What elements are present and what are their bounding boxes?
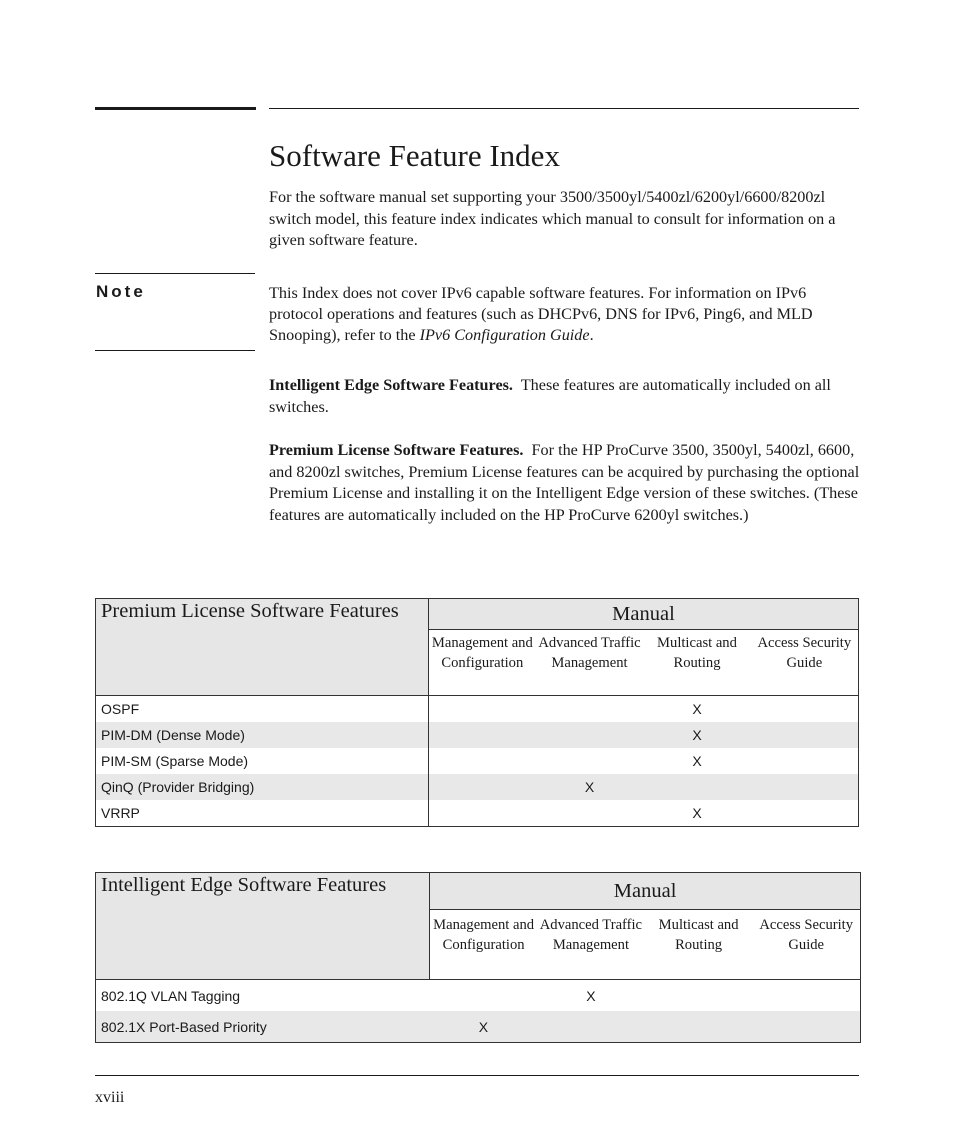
note-rule-top (95, 273, 255, 274)
manual-mark: X (643, 800, 750, 827)
edge-col-access-security: Access Security Guide (752, 910, 860, 980)
feature-name: PIM-DM (Dense Mode) (96, 722, 429, 748)
feature-name: 802.1Q VLAN Tagging (96, 980, 430, 1012)
edge-col-mgmt-config: Management and Configuration (430, 910, 537, 980)
feature-name: VRRP (96, 800, 429, 827)
intelligent-edge-feature-table (95, 872, 861, 1043)
header-rule-right (269, 108, 859, 109)
table-row (96, 1011, 861, 1043)
intelligent-edge-paragraph (269, 375, 861, 418)
manual-mark (428, 722, 535, 748)
manual-mark: X (643, 722, 750, 748)
manual-mark (536, 696, 644, 723)
note-text (269, 283, 861, 346)
note-text-after: . (589, 326, 594, 344)
premium-paragraph (269, 440, 861, 526)
manual-mark (536, 748, 644, 774)
feature-name: QinQ (Provider Bridging) (96, 774, 429, 800)
table-row (96, 722, 859, 748)
page-number: xviii (95, 1089, 125, 1106)
manual-mark: X (586, 987, 596, 1004)
premium-col-adv-traffic: Advanced Traffic Management (536, 630, 644, 696)
manual-mark (751, 774, 859, 800)
feature-name: OSPF (96, 696, 429, 723)
table-row (96, 774, 859, 800)
premium-feature-header: Premium License Software Features (96, 599, 429, 696)
manual-mark (428, 748, 535, 774)
premium-manual-header: Manual (428, 599, 858, 630)
manual-mark (428, 774, 535, 800)
edge-col-adv-traffic: Advanced Traffic Management (537, 910, 645, 980)
ipv6-guide-title: IPv6 Configuration Guide (419, 326, 590, 344)
note-text-before: This Index does not cover IPv6 capable software features. For information on IPv6 protocol operations and features (such as DHCPv6, DNS for IPv6, Ping6, and MLD Snooping), refer to the (269, 284, 813, 344)
premium-col-multicast-routing: Multicast and Routing (643, 630, 750, 696)
manual-mark: X (692, 753, 702, 769)
manual-mark (645, 1011, 753, 1043)
manual-mark (751, 722, 859, 748)
edge-manual-header: Manual (430, 873, 861, 910)
manual-mark (751, 800, 859, 827)
edge-col-multicast-routing: Multicast and Routing (645, 910, 753, 980)
footer-rule (95, 1075, 859, 1076)
table-row (96, 980, 861, 1012)
manual-mark: X (536, 774, 644, 800)
manual-mark (643, 774, 750, 800)
manual-mark (751, 696, 859, 723)
manual-mark (428, 696, 535, 723)
manual-mark (430, 980, 537, 1012)
manual-mark (645, 980, 753, 1012)
table-row (96, 800, 859, 827)
feature-name: 802.1X Port-Based Priority (96, 1011, 430, 1043)
intro-paragraph: For the software manual set supporting your 3500/3500yl/5400zl/6200yl/6600/8200zl switch model, this feature index indicates which manual to consult for information on a given software feature. (269, 188, 836, 249)
page-title: Software Feature Index (269, 138, 560, 173)
premium-col-mgmt-config: Management and Configuration (428, 630, 535, 696)
premium-runin: Premium License Software Features. (269, 441, 524, 459)
manual-mark: X (692, 701, 702, 717)
note-label: Note (96, 282, 146, 301)
premium-feature-table (95, 598, 859, 827)
edge-feature-header: Intelligent Edge Software Features (96, 873, 430, 980)
note-rule-bottom (95, 350, 255, 351)
premium-text: For the HP ProCurve 3500, 3500yl, 5400zl, 6600, and 8200zl switches, Premium License features can be acquired by purchasing the optional Premium License and installing it on the Intelligent Edge version of these switches. (These features are automatically included on the HP ProCurve 6200yl switches.) (269, 441, 860, 524)
feature-name: PIM-SM (Sparse Mode) (96, 748, 429, 774)
manual-mark (751, 748, 859, 774)
manual-mark (752, 980, 860, 1012)
premium-col-access-security: Access Security Guide (751, 630, 859, 696)
manual-mark (752, 1011, 860, 1043)
table-row (96, 748, 859, 774)
manual-mark (536, 800, 644, 827)
manual-mark (536, 722, 644, 748)
intelligent-edge-runin: Intelligent Edge Software Features. (269, 376, 513, 394)
manual-mark: X (430, 1011, 537, 1043)
manual-mark (428, 800, 535, 827)
table-row (96, 696, 859, 723)
header-rule-left (95, 107, 256, 110)
manual-mark (537, 1011, 645, 1043)
intelligent-edge-text: These features are automatically included on all switches. (269, 376, 831, 416)
